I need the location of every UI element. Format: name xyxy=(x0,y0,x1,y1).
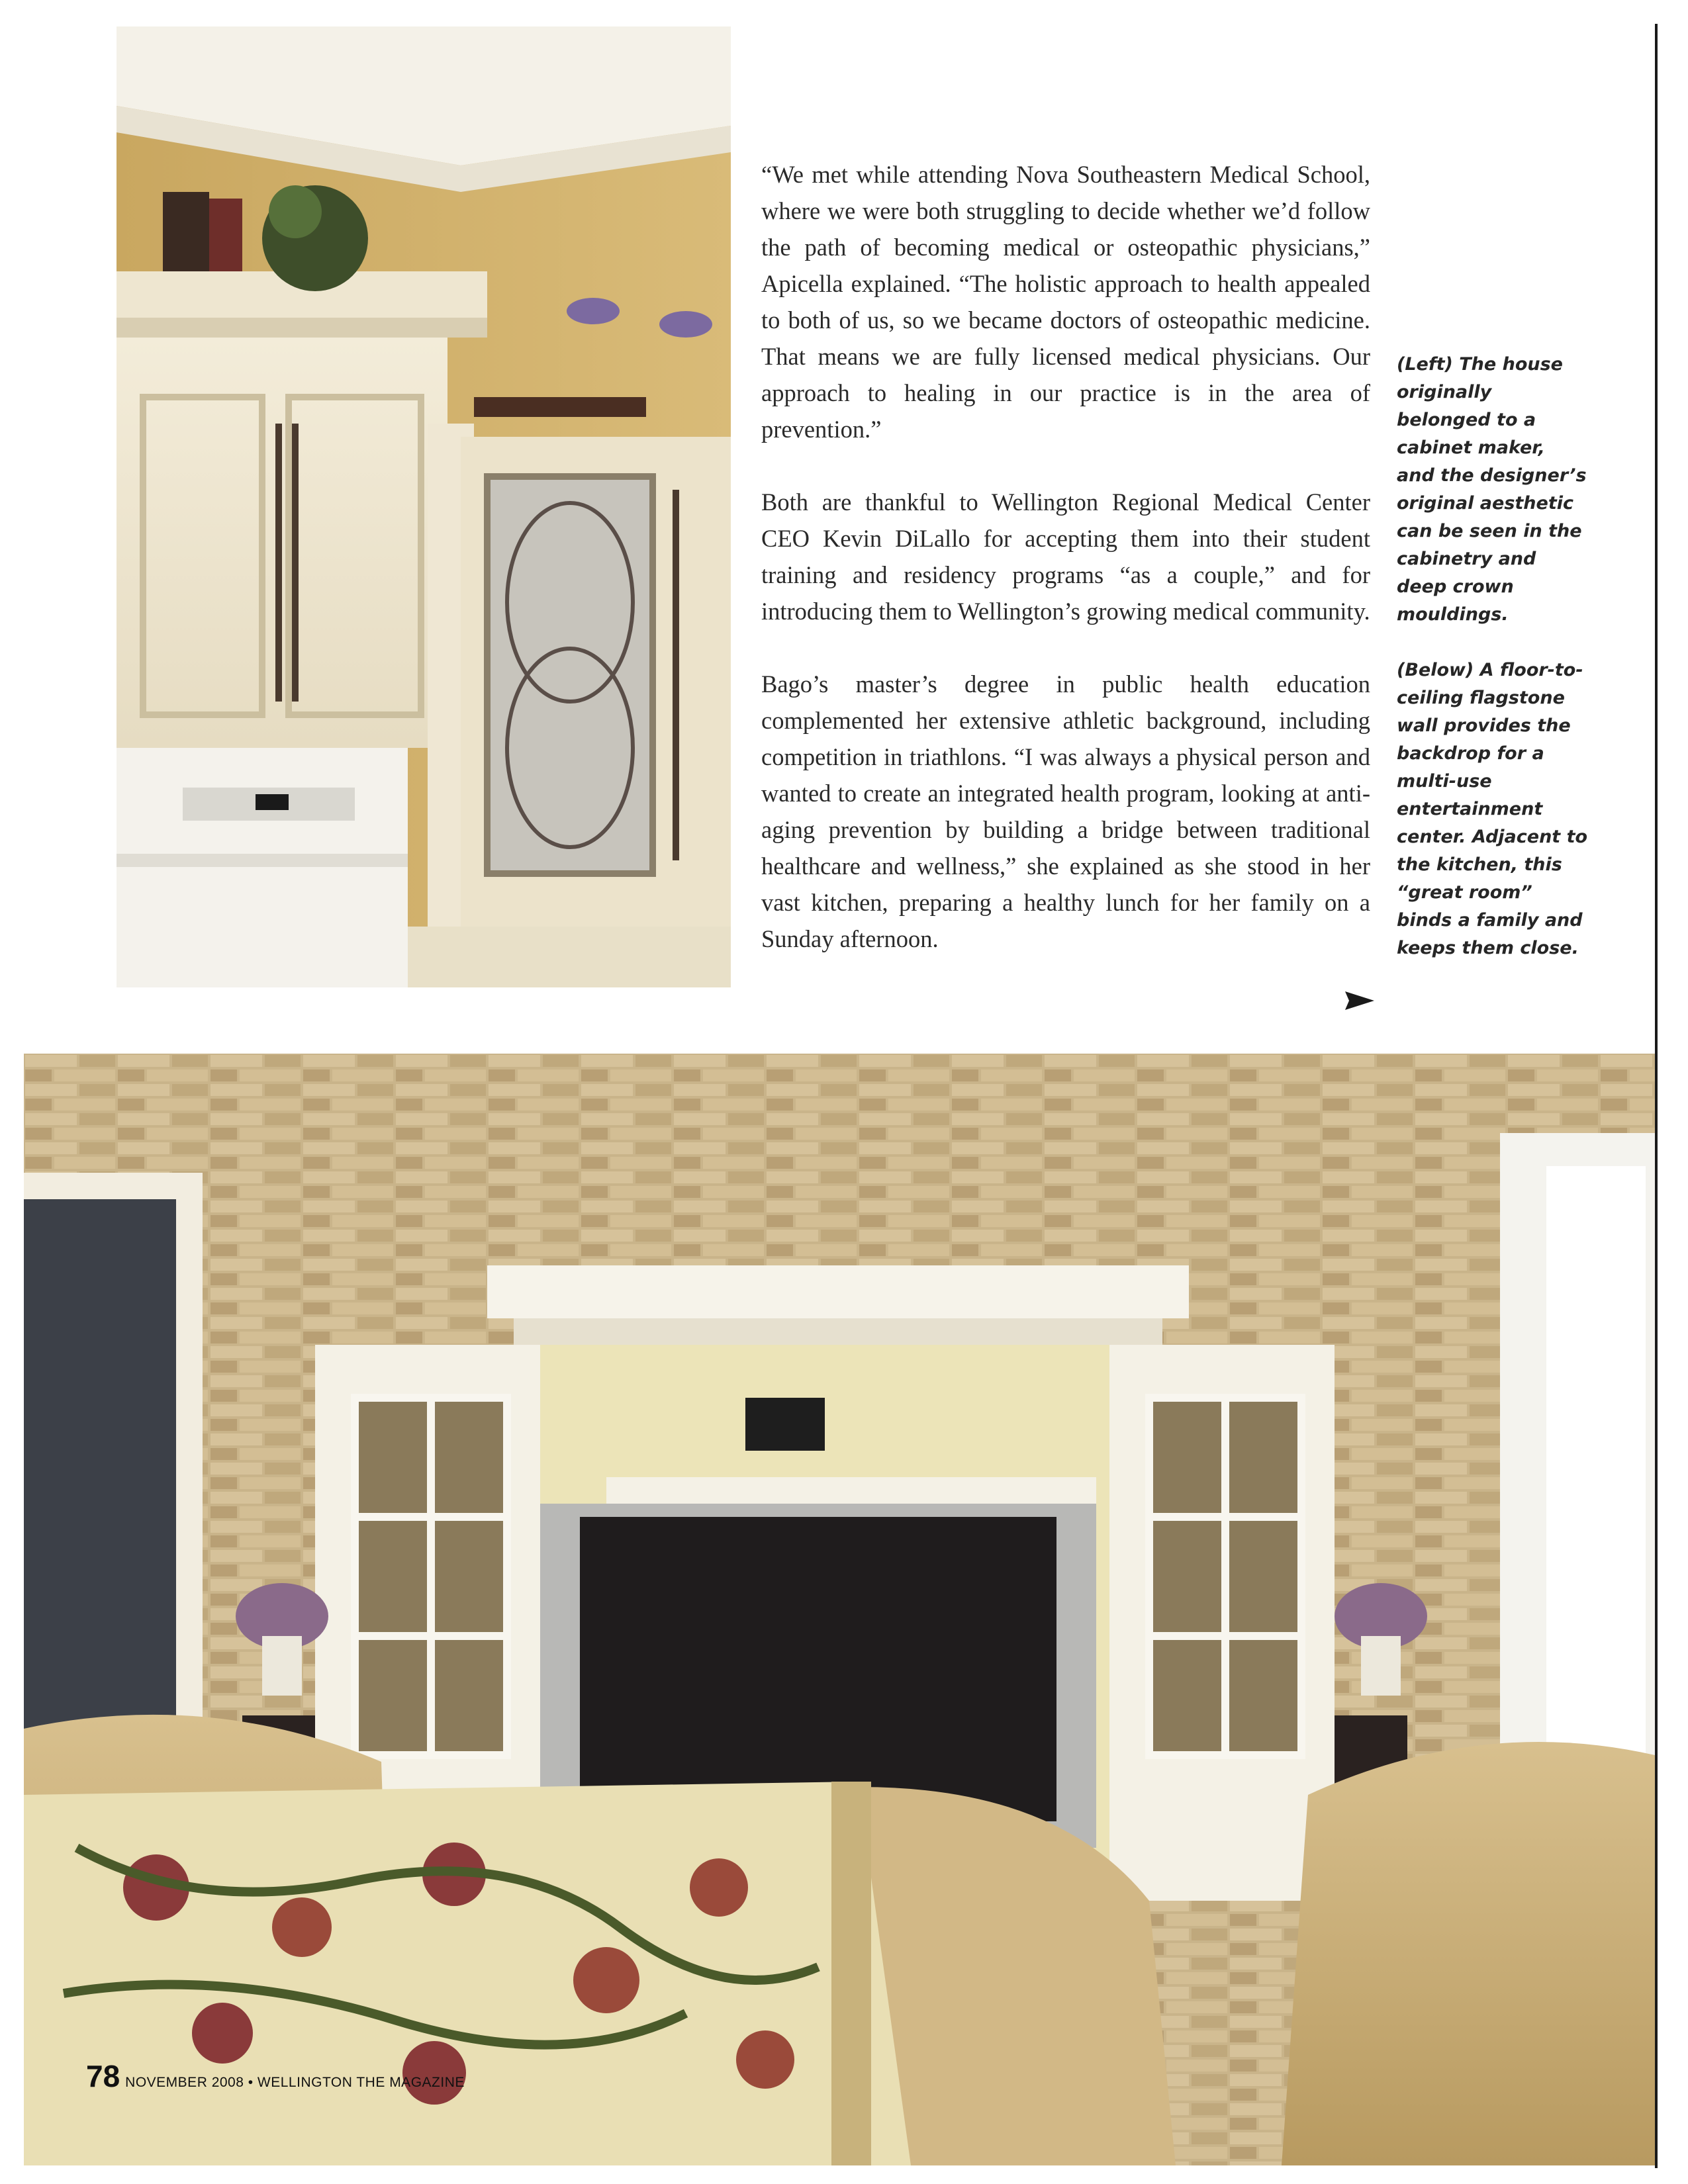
photo-captions xyxy=(1397,351,1589,990)
kitchen-cabinetry-photo xyxy=(117,26,731,987)
great-room-photo xyxy=(24,1054,1655,2165)
caption-left: (Left) The house originally belonged to a cabinet maker, and the designer’s original aesthetic can be seen in the cabinetry and deep crown mouldings. xyxy=(1397,354,1587,625)
caption-below: (Below) A floor-to-ceiling flagstone wall provides the backdrop for a multi-use entertainment center. Adjacent to the kitchen, this “great room” binds a family and keeps them close. xyxy=(1397,660,1588,958)
page-number: 78 xyxy=(86,2059,120,2093)
page-folio xyxy=(86,2058,465,2094)
article-body xyxy=(761,156,1370,957)
article-paragraph: Bago’s master’s degree in public health education complemented her extensive athletic background, including competition in triathlons. “I was always a physical person and wanted to create an integrated health program, looking at anti-aging prevention by building a bridge between traditional healthcare and wellness,” she explained as she stood in her vast kitchen, preparing a healthy lunch for her family on a Sunday afternoon. xyxy=(761,670,1370,952)
article-paragraph: Both are thankful to Wellington Regional Medical Center CEO Kevin DiLallo for accepting them into their student training and residency programs “as a couple,” and for introducing them to Wellington’s growing medical community. xyxy=(761,488,1370,625)
article-paragraph: “We met while attending Nova Southeastern Medical School, where we were both struggling to decide whether we’d follow the path of becoming medical or osteopathic physicians,” Apicella explained. “The holistic approach to health appealed to both of us, so we became doctors of osteopathic medicine. That means we are fully licensed medical physicians. Our approach to healing in our practice is in the area of prevention.” xyxy=(761,161,1370,443)
publication-line: NOVEMBER 2008 • WELLINGTON THE MAGAZINE xyxy=(125,2075,465,2090)
page-edge-rule xyxy=(1655,24,1658,2168)
continue-arrow-icon xyxy=(1345,990,1374,1011)
